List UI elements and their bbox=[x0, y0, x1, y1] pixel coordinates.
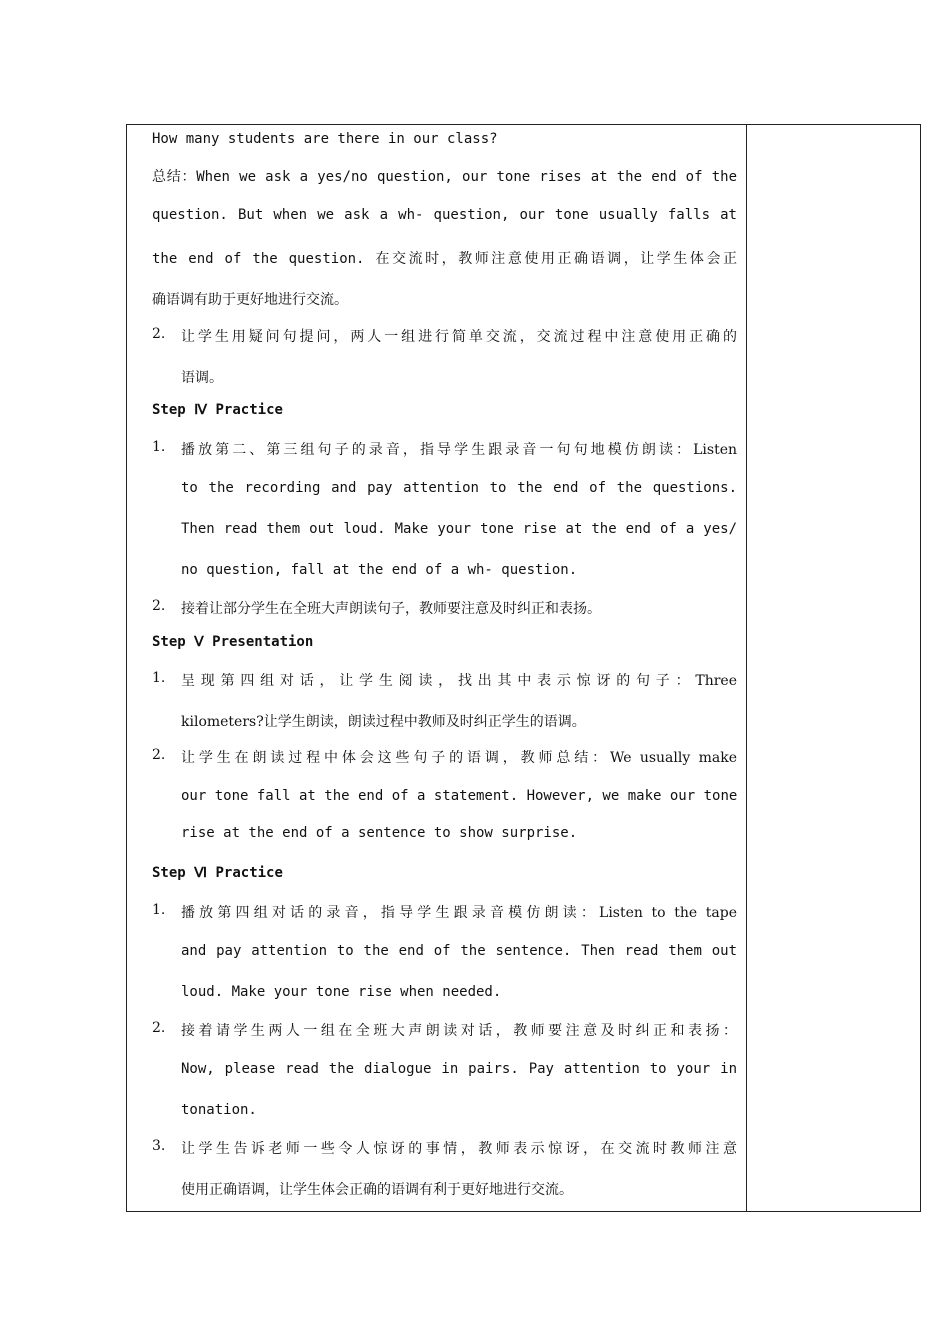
list-number: 3. bbox=[152, 1138, 166, 1154]
lesson-table bbox=[126, 124, 921, 1212]
list-item-line: 播放第四组对话的录音，指导学生跟录音模仿朗读：Listen to the tape bbox=[181, 905, 737, 921]
list-item-line: rise at the end of a sentence to show surprise. bbox=[181, 825, 578, 841]
step6-heading: Step Ⅵ Practice bbox=[152, 865, 283, 881]
list-item-line: Now, please read the dialogue in pairs. Pay attention to your in bbox=[181, 1061, 737, 1077]
summary-line-4: 确语调有助于更好地进行交流。 bbox=[152, 292, 348, 308]
list-item-line: 让学生告诉老师一些令人惊讶的事情，教师表示惊讶，在交流时教师注意 bbox=[181, 1141, 737, 1157]
list-item-line: 接着让部分学生在全班大声朗读句子，教师要注意及时纠正和表扬。 bbox=[181, 601, 601, 617]
top-question-line: How many students are there in our class? bbox=[152, 131, 498, 147]
list-item-line: 使用正确语调，让学生体会正确的语调有利于更好地进行交流。 bbox=[181, 1182, 573, 1198]
list-number: 2. bbox=[152, 326, 166, 342]
list-item-line: tonation. bbox=[181, 1102, 257, 1118]
list-item-line: no question, fall at the end of a wh- question. bbox=[181, 562, 578, 578]
list-item-line: 让学生用疑问句提问，两人一组进行简单交流，交流过程中注意使用正确的 bbox=[181, 329, 737, 345]
list-item-line: Then read them out loud. Make your tone rise at the end of a yes/ bbox=[181, 521, 737, 537]
list-item-line: 呈现第四组对话，让学生阅读，找出其中表示惊讶的句子：Three bbox=[181, 673, 737, 689]
summary-line-1: 总结：When we ask a yes/no question, our tone rises at the end of the bbox=[152, 169, 737, 185]
list-item-line: and pay attention to the end of the sentence. Then read them out bbox=[181, 943, 737, 959]
list-item-line: to the recording and pay attention to the end of the questions. bbox=[181, 480, 737, 496]
step4-heading: Step Ⅳ Practice bbox=[152, 402, 283, 418]
list-number: 2. bbox=[152, 598, 166, 614]
list-item-line: 语调。 bbox=[181, 370, 223, 386]
list-item-line: 播放第二、第三组句子的录音，指导学生跟录音一句句地模仿朗读：Listen bbox=[181, 442, 737, 458]
list-number: 1. bbox=[152, 439, 166, 455]
list-number: 2. bbox=[152, 1020, 166, 1036]
list-item-line: kilometers?让学生朗读，朗读过程中教师及时纠正学生的语调。 bbox=[181, 714, 586, 730]
list-item-line: loud. Make your tone rise when needed. bbox=[181, 984, 502, 1000]
summary-line-2: question. But when we ask a wh- question, our tone usually falls at bbox=[152, 207, 737, 223]
summary-line-3: the end of the question. 在交流时，教师注意使用正确语调，让学生体会正 bbox=[152, 251, 737, 267]
list-number: 2. bbox=[152, 747, 166, 763]
list-item-line: our tone fall at the end of a statement. However, we make our tone bbox=[181, 788, 738, 804]
step5-heading: Step Ⅴ Presentation bbox=[152, 634, 314, 650]
list-item-line: 让学生在朗读过程中体会这些句子的语调，教师总结：We usually make bbox=[181, 750, 737, 766]
column-divider bbox=[746, 125, 747, 1211]
list-item-line: 接着请学生两人一组在全班大声朗读对话，教师要注意及时纠正和表扬： bbox=[181, 1023, 737, 1039]
list-number: 1. bbox=[152, 902, 166, 918]
list-number: 1. bbox=[152, 670, 166, 686]
